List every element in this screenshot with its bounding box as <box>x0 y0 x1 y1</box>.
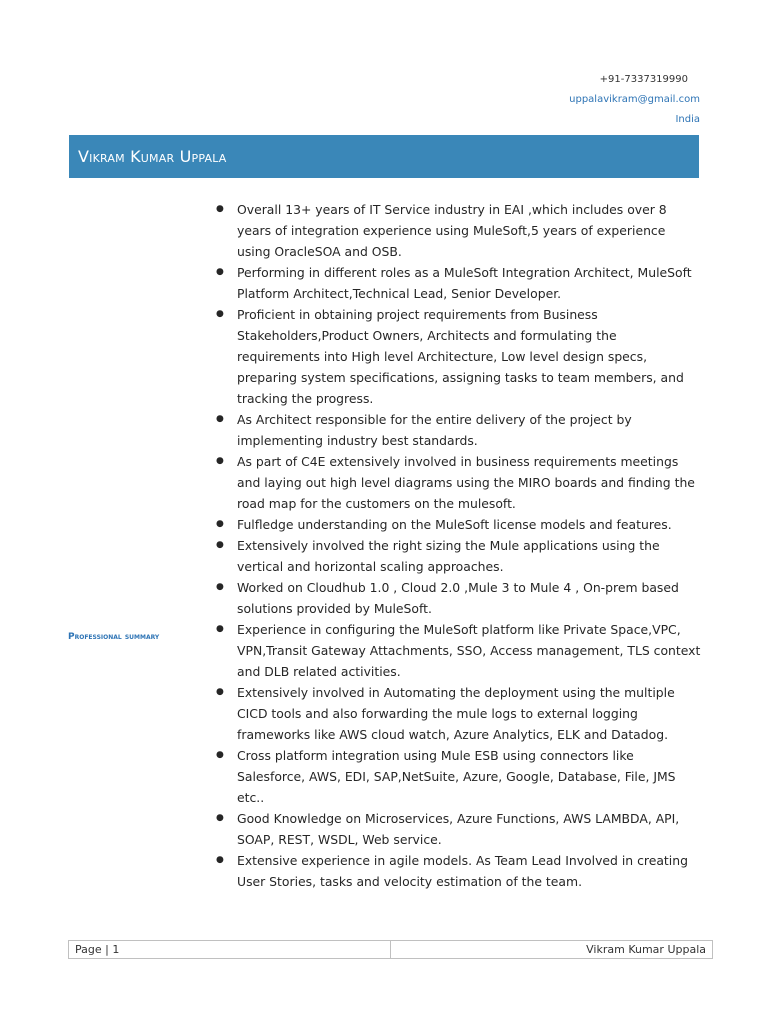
list-item: ● Good Knowledge on Microservices, Azure Functions, AWS LAMBDA, API, SOAP, REST, WSDL, Web service. <box>216 808 702 850</box>
bullet-icon: ● <box>216 540 224 550</box>
list-item: ● Extensively involved in Automating the deployment using the multiple CICD tools and also forwarding the mule logs to external logging frameworks like AWS cloud watch, Azure Analytics, ELK and Datadog. <box>216 682 702 745</box>
bullet-icon: ● <box>216 519 224 529</box>
footer-author: Vikram Kumar Uppala <box>586 943 706 956</box>
bullet-icon: ● <box>216 687 224 697</box>
list-item: ● Extensively involved the right sizing the Mule applications using the vertical and horizontal scaling approaches. <box>216 535 702 577</box>
bullet-icon: ● <box>216 309 224 319</box>
list-item: ● Worked on Cloudhub 1.0 , Cloud 2.0 ,Mule 3 to Mule 4 , On-prem based solutions provided by MuleSoft. <box>216 577 702 619</box>
list-item: ● As part of C4E extensively involved in business requirements meetings and laying out high level diagrams using the MIRO boards and finding the road map for the customers on the mulesoft. <box>216 451 702 514</box>
bullet-icon: ● <box>216 582 224 592</box>
list-item: ● Proficient in obtaining project requirements from Business Stakeholders,Product Owners, Architects and formulating the requirements into High level Architecture, Low level design specs, preparing system specifications, assigning tasks to team members, and tracking the progress. <box>216 304 702 409</box>
bullet-icon: ● <box>216 750 224 760</box>
list-item: ● Fulfledge understanding on the MuleSoft license models and features. <box>216 514 702 535</box>
country: India <box>675 114 700 125</box>
name-banner <box>69 135 699 178</box>
page-number: Page | 1 <box>69 941 391 958</box>
candidate-name: Vikram Kumar Uppala <box>78 147 227 166</box>
list-item: ● Experience in configuring the MuleSoft platform like Private Space,VPC, VPN,Transit Gateway Attachments, SSO, Access management, TLS context and DLB related activities. <box>216 619 702 682</box>
email-address[interactable]: uppalavikram@gmail.com <box>569 94 700 105</box>
list-item: ● Performing in different roles as a MuleSoft Integration Architect, MuleSoft Platform Architect,Technical Lead, Senior Developer. <box>216 262 702 304</box>
bullet-icon: ● <box>216 624 224 634</box>
bullet-icon: ● <box>216 456 224 466</box>
page-footer <box>68 940 713 959</box>
bullet-icon: ● <box>216 813 224 823</box>
bullet-icon: ● <box>216 267 224 277</box>
list-item: ● As Architect responsible for the entire delivery of the project by implementing industry best standards. <box>216 409 702 451</box>
section-label-professional-summary: Professional summary <box>68 632 160 642</box>
bullet-icon: ● <box>216 414 224 424</box>
phone-number: +91-7337319990 <box>599 74 688 85</box>
list-item: ● Overall 13+ years of IT Service industry in EAI ,which includes over 8 years of integration experience using MuleSoft,5 years of experience using OracleSOA and OSB. <box>216 199 702 262</box>
list-item: ● Extensive experience in agile models. As Team Lead Involved in creating User Stories, tasks and velocity estimation of the team. <box>216 850 702 892</box>
bullet-icon: ● <box>216 855 224 865</box>
list-item: ● Cross platform integration using Mule ESB using connectors like Salesforce, AWS, EDI, SAP,NetSuite, Azure, Google, Database, File, JMS etc.. <box>216 745 702 808</box>
contact-block <box>569 70 700 130</box>
summary-list <box>216 199 702 892</box>
bullet-icon: ● <box>216 204 224 214</box>
